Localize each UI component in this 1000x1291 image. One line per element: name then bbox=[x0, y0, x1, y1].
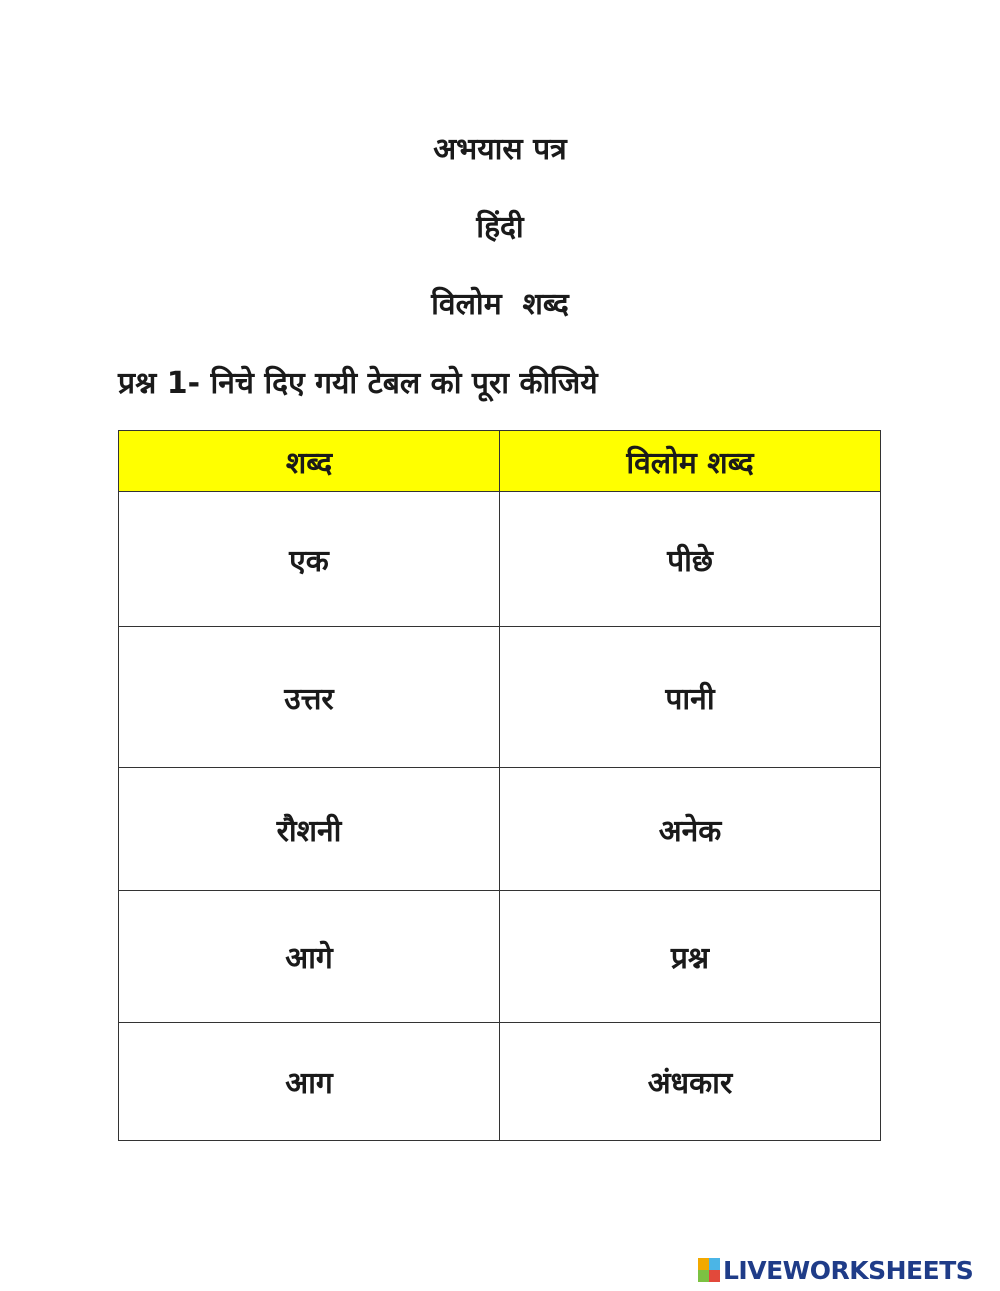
table-row bbox=[119, 768, 881, 891]
worksheet-title: अभयास पत्र bbox=[433, 132, 567, 167]
worksheet-subject: हिंदी bbox=[476, 210, 524, 245]
table-row bbox=[119, 1023, 881, 1141]
word-cell: एक bbox=[119, 492, 500, 627]
logo-text: LIVEWORKSHEETS bbox=[723, 1255, 974, 1285]
antonym-cell[interactable]: अंधकार bbox=[500, 1023, 881, 1141]
antonym-cell[interactable]: प्रश्न bbox=[500, 891, 881, 1023]
word-cell: आग bbox=[119, 1023, 500, 1141]
antonym-cell[interactable]: पीछे bbox=[500, 492, 881, 627]
worksheet-topic: विलोम शब्द bbox=[431, 287, 569, 322]
table-row bbox=[119, 627, 881, 768]
header-word: शब्द bbox=[119, 431, 500, 492]
liveworksheets-logo-icon bbox=[698, 1258, 720, 1282]
liveworksheets-logo bbox=[698, 1252, 973, 1288]
header-antonym: विलोम शब्द bbox=[500, 431, 881, 492]
antonym-cell[interactable]: पानी bbox=[500, 627, 881, 768]
antonym-table bbox=[118, 430, 881, 1141]
word-cell: रौशनी bbox=[119, 768, 500, 891]
question-text: प्रश्न 1- निचे दिए गयी टेबल को पूरा कीजिये bbox=[118, 366, 598, 401]
word-cell: आगे bbox=[119, 891, 500, 1023]
table-row bbox=[119, 891, 881, 1023]
antonym-cell[interactable]: अनेक bbox=[500, 768, 881, 891]
word-cell: उत्तर bbox=[119, 627, 500, 768]
table-row bbox=[119, 492, 881, 627]
table-header-row bbox=[119, 431, 881, 492]
